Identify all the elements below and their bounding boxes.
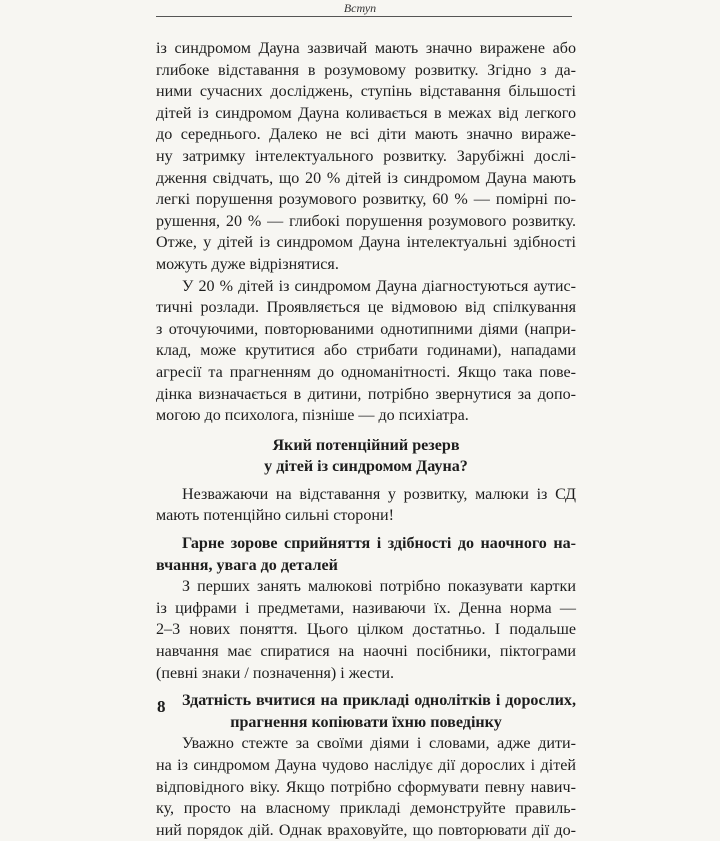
text-line: дження свідчать, що 20 % дітей із синдромом Дауна мають [156,169,576,187]
subsection-heading-line: прагнення копіювати їхню поведінку [230,713,502,731]
text-line: клад, може крутитися або стрибати годинами), нападами [156,342,576,360]
section-heading [156,435,576,478]
paragraph-1 [156,38,576,276]
text-line: дінка визначається в дитини, потрібно звернутися за допо- [156,385,576,403]
text-line: агресії та прагненням до одноманітності. Якщо така пове- [156,363,576,381]
header-rule [156,16,572,17]
text-line: ку, просто на власному прикладі демонструйте правиль- [156,800,576,818]
text-line: 2–3 нових поняття. Цього цілком достатньо. І подальше [156,621,576,639]
paragraph-2 [156,276,576,427]
text-line: Отже, у дітей із синдромом Дауна інтелектуальні здібності [156,234,576,252]
subsection-2 [156,690,576,841]
text-line: легкі порушення розумового розвитку, 60 % — помірні по- [156,191,576,209]
text-line: із цифрами і предметами, називаючи їх. Денна норма — [156,599,576,617]
subsection-heading-line: вчання, увага до деталей [156,556,338,574]
subsection-heading-line: Здатність вчитися на прикладі однолітків і дорослих, [182,692,576,710]
subsection-1 [156,533,576,684]
text-line: ну затримку інтелектуального розвитку. Зарубіжні дослі- [156,147,576,165]
text-line: тичні розлади. Проявляється це відмовою від спілкування [156,299,576,317]
text-line: могою до психолога, пізніше — до психіатра. [156,407,469,425]
text-line: до середнього. Далеко не всі діти мають значно вираже- [156,126,576,144]
text-line: з оточуючими, повторюваними однотипними діями (напри- [156,320,576,338]
text-line: можуть дуже відрізнятися. [156,255,339,273]
text-line: Уважно стежте за своїми діями і словами, адже дити- [182,735,576,753]
text-line: рушення, 20 % — глибокі порушення розумового розвитку. [156,212,576,230]
intro-paragraph [156,484,576,527]
section-heading-line: Який потенційний резерв [272,436,460,454]
text-line: відповідного віку. Якщо потрібно сформувати певну навич- [156,778,576,796]
page-body [156,38,576,841]
page-number: 8 [157,697,166,716]
text-line: глибоке відставання в розумовому розвитку. Згідно з да- [156,61,576,79]
text-line: на із синдромом Дауна чудово наслідує дії дорослих і дітей [156,757,576,774]
text-line: із синдромом Дауна зазвичай мають значно виражене або [156,40,576,57]
text-line: (певні знаки / позначення) і жести. [156,664,395,682]
text-line: Незважаючи на відставання у розвитку, малюки із СД [182,485,576,503]
text-line: дітей із синдромом Дауна коливається в межах від легкого [156,104,576,122]
text-line: У 20 % дітей із синдромом Дауна діагностуються аутис- [182,277,576,295]
text-line: ний порядок дій. Однак враховуйте, що повторювати дії до- [156,821,576,839]
text-line: З перших занять малюкові потрібно показувати картки [182,578,576,596]
text-line: мають потенційно сильні сторони! [156,507,394,525]
section-heading-line: у дітей із синдромом Дауна? [264,458,468,476]
text-line: ними сучасних досліджень, ступінь відставання більшості [156,83,576,101]
text-line: навчання має спиратися на наочні посібники, піктограми [156,643,576,661]
subsection-heading-line: Гарне зорове сприйняття і здібності до наочного на- [182,535,576,553]
header-title: Вступ [343,1,377,15]
